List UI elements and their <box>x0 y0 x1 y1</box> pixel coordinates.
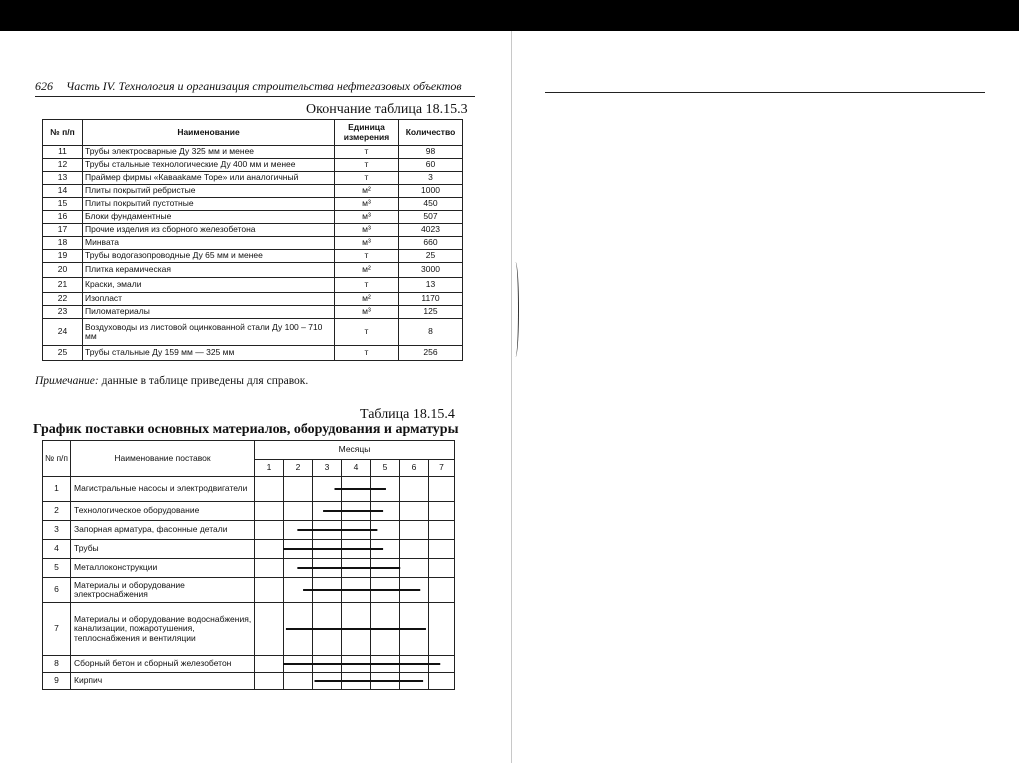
month-cell <box>313 502 342 521</box>
row-unit: м² <box>335 263 399 278</box>
row-number: 11 <box>43 146 83 159</box>
month-cell <box>429 540 455 559</box>
col-header-number: № п/п <box>43 441 71 477</box>
row-quantity: 507 <box>399 211 463 224</box>
month-cell <box>400 559 429 578</box>
month-cell <box>371 656 400 673</box>
month-cell <box>429 477 455 502</box>
running-title: Часть IV. Технология и организация строительства нефтегазовых объектов <box>66 79 462 93</box>
row-name: Сборный бетон и сборный железобетон <box>71 656 255 673</box>
month-cell <box>371 578 400 603</box>
month-cell <box>313 673 342 690</box>
row-quantity: 25 <box>399 250 463 263</box>
row-quantity: 3 <box>399 172 463 185</box>
row-name: Магистральные насосы и электродвигатели <box>71 477 255 502</box>
row-unit: м³ <box>335 224 399 237</box>
table1-caption: Окончание таблица 18.15.3 <box>306 102 468 117</box>
month-cell <box>342 502 371 521</box>
month-cell <box>255 673 284 690</box>
row-number: 6 <box>43 578 71 603</box>
month-cell <box>255 559 284 578</box>
table-row <box>43 159 463 172</box>
month-cell <box>342 673 371 690</box>
row-quantity: 8 <box>399 319 463 346</box>
row-name: Пиломатериалы <box>83 306 335 319</box>
table-row <box>43 211 463 224</box>
row-quantity: 98 <box>399 146 463 159</box>
row-number: 18 <box>43 237 83 250</box>
table-row <box>43 224 463 237</box>
row-unit: т <box>335 172 399 185</box>
table2-number: Таблица 18.15.4 <box>360 407 455 422</box>
page-number: 626 <box>35 79 53 93</box>
schedule-row <box>43 656 455 673</box>
row-number: 22 <box>43 293 83 306</box>
month-cell <box>400 656 429 673</box>
row-name: Металлоконструкции <box>71 559 255 578</box>
row-number: 24 <box>43 319 83 346</box>
row-name: Трубы водогазопроводные Ду 65 мм и менее <box>83 250 335 263</box>
month-cell <box>313 603 342 656</box>
row-quantity: 450 <box>399 198 463 211</box>
row-number: 21 <box>43 278 83 293</box>
row-name: Плиты покрытий пустотные <box>83 198 335 211</box>
row-number: 12 <box>43 159 83 172</box>
month-cell <box>342 656 371 673</box>
col-header-qty: Количество <box>399 120 463 146</box>
running-head <box>35 79 475 94</box>
month-cell <box>400 477 429 502</box>
month-header-6: 6 <box>400 460 429 477</box>
month-cell <box>342 578 371 603</box>
note-text: данные в таблице приведены для справок. <box>98 375 309 387</box>
month-cell <box>284 656 313 673</box>
month-cell <box>400 540 429 559</box>
month-cell <box>342 540 371 559</box>
row-number: 7 <box>43 603 71 656</box>
month-header-1: 1 <box>255 460 284 477</box>
row-quantity: 1000 <box>399 185 463 198</box>
row-name: Блоки фундаментные <box>83 211 335 224</box>
row-unit: м³ <box>335 198 399 211</box>
month-cell <box>342 559 371 578</box>
book-spine <box>511 31 512 763</box>
row-unit: т <box>335 159 399 172</box>
month-cell <box>255 540 284 559</box>
schedule-row <box>43 578 455 603</box>
row-number: 4 <box>43 540 71 559</box>
row-number: 25 <box>43 346 83 361</box>
row-name: Технологическое оборудование <box>71 502 255 521</box>
row-number: 5 <box>43 559 71 578</box>
table-row <box>43 306 463 319</box>
month-cell <box>255 578 284 603</box>
scanner-top-band <box>0 0 1019 31</box>
table-row <box>43 198 463 211</box>
row-number: 3 <box>43 521 71 540</box>
month-cell <box>313 656 342 673</box>
month-cell <box>284 521 313 540</box>
row-name: Прочие изделия из сборного железобетона <box>83 224 335 237</box>
month-cell <box>284 540 313 559</box>
row-name: Трубы <box>71 540 255 559</box>
table2-title: График поставки основных материалов, оборудования и арматуры <box>33 422 459 437</box>
month-cell <box>429 673 455 690</box>
margin-bracket <box>512 262 519 357</box>
table-row <box>43 237 463 250</box>
month-cell <box>371 603 400 656</box>
month-header-7: 7 <box>429 460 455 477</box>
month-cell <box>313 477 342 502</box>
row-quantity: 256 <box>399 346 463 361</box>
table-row <box>43 319 463 346</box>
row-name: Праймер фирмы «Кавааkаме Торе» или аналогичный <box>83 172 335 185</box>
row-number: 16 <box>43 211 83 224</box>
row-number: 17 <box>43 224 83 237</box>
table-row <box>43 346 463 361</box>
row-quantity: 125 <box>399 306 463 319</box>
table-row <box>43 185 463 198</box>
month-header-3: 3 <box>313 460 342 477</box>
row-unit: т <box>335 278 399 293</box>
schedule-row <box>43 540 455 559</box>
row-name: Трубы электросварные Ду 325 мм и менее <box>83 146 335 159</box>
month-cell <box>429 578 455 603</box>
running-head-rule <box>35 96 475 97</box>
col-header-name: Наименование <box>83 120 335 146</box>
month-header-5: 5 <box>371 460 400 477</box>
row-name: Трубы стальные Ду 159 мм — 325 мм <box>83 346 335 361</box>
schedule-row <box>43 502 455 521</box>
row-name: Запорная арматура, фасонные детали <box>71 521 255 540</box>
month-cell <box>400 603 429 656</box>
month-cell <box>342 603 371 656</box>
month-cell <box>313 540 342 559</box>
month-cell <box>313 521 342 540</box>
month-cell <box>429 502 455 521</box>
schedule-row <box>43 477 455 502</box>
row-number: 13 <box>43 172 83 185</box>
row-number: 2 <box>43 502 71 521</box>
row-unit: м³ <box>335 306 399 319</box>
row-unit: м³ <box>335 211 399 224</box>
month-cell <box>284 578 313 603</box>
month-cell <box>284 603 313 656</box>
row-unit: т <box>335 146 399 159</box>
col-header-months: Месяцы <box>255 441 455 460</box>
month-cell <box>371 477 400 502</box>
month-cell <box>429 559 455 578</box>
row-unit: м² <box>335 293 399 306</box>
materials-table <box>42 119 463 361</box>
row-name: Трубы стальные технологические Ду 400 мм и менее <box>83 159 335 172</box>
table-row <box>43 172 463 185</box>
month-cell <box>371 521 400 540</box>
row-number: 15 <box>43 198 83 211</box>
month-cell <box>255 477 284 502</box>
note-label: Примечание: <box>35 375 99 387</box>
month-cell <box>429 656 455 673</box>
month-cell <box>255 502 284 521</box>
month-cell <box>313 578 342 603</box>
row-unit: т <box>335 346 399 361</box>
row-quantity: 4023 <box>399 224 463 237</box>
month-cell <box>371 502 400 521</box>
month-cell <box>342 521 371 540</box>
table-note <box>35 375 308 387</box>
row-quantity: 3000 <box>399 263 463 278</box>
row-quantity: 60 <box>399 159 463 172</box>
row-name: Изопласт <box>83 293 335 306</box>
row-name: Материалы и оборудование электроснабжения <box>71 578 255 603</box>
month-cell <box>429 521 455 540</box>
month-cell <box>400 502 429 521</box>
month-cell <box>284 673 313 690</box>
row-name: Краски, эмали <box>83 278 335 293</box>
schedule-row <box>43 673 455 690</box>
month-cell <box>284 559 313 578</box>
month-cell <box>371 559 400 578</box>
row-name: Кирпич <box>71 673 255 690</box>
row-number: 1 <box>43 477 71 502</box>
month-cell <box>400 673 429 690</box>
month-header-4: 4 <box>342 460 371 477</box>
month-cell <box>400 521 429 540</box>
table-row <box>43 146 463 159</box>
month-cell <box>371 673 400 690</box>
row-quantity: 1170 <box>399 293 463 306</box>
schedule-row <box>43 603 455 656</box>
row-name: Плитка керамическая <box>83 263 335 278</box>
month-cell <box>371 540 400 559</box>
col-header-number: № п/п <box>43 120 83 146</box>
col-header-name: Наименование поставок <box>71 441 255 477</box>
row-name: Минвата <box>83 237 335 250</box>
delivery-schedule-table <box>42 440 455 690</box>
row-unit: м³ <box>335 237 399 250</box>
month-cell <box>284 502 313 521</box>
row-unit: т <box>335 250 399 263</box>
month-cell <box>255 603 284 656</box>
table-row <box>43 278 463 293</box>
table-row <box>43 263 463 278</box>
row-number: 19 <box>43 250 83 263</box>
right-page-head-rule <box>545 92 985 93</box>
month-header-2: 2 <box>284 460 313 477</box>
month-cell <box>400 578 429 603</box>
schedule-row <box>43 559 455 578</box>
month-cell <box>342 477 371 502</box>
month-cell <box>255 521 284 540</box>
month-cell <box>284 477 313 502</box>
row-unit: м² <box>335 185 399 198</box>
row-name: Плиты покрытий ребристые <box>83 185 335 198</box>
table-row <box>43 250 463 263</box>
col-header-unit: Единица измерения <box>335 120 399 146</box>
month-cell <box>255 656 284 673</box>
row-unit: т <box>335 319 399 346</box>
row-number: 14 <box>43 185 83 198</box>
row-quantity: 660 <box>399 237 463 250</box>
table-row <box>43 293 463 306</box>
schedule-row <box>43 521 455 540</box>
row-number: 23 <box>43 306 83 319</box>
row-number: 9 <box>43 673 71 690</box>
row-number: 20 <box>43 263 83 278</box>
month-cell <box>313 559 342 578</box>
row-name: Воздуховоды из листовой оцинкованной стали Ду 100 – 710 мм <box>83 319 335 346</box>
row-quantity: 13 <box>399 278 463 293</box>
row-name: Материалы и оборудование водоснабжения, канализации, пожаротушения, теплоснабжения и вентиляции <box>71 603 255 656</box>
row-number: 8 <box>43 656 71 673</box>
month-cell <box>429 603 455 656</box>
